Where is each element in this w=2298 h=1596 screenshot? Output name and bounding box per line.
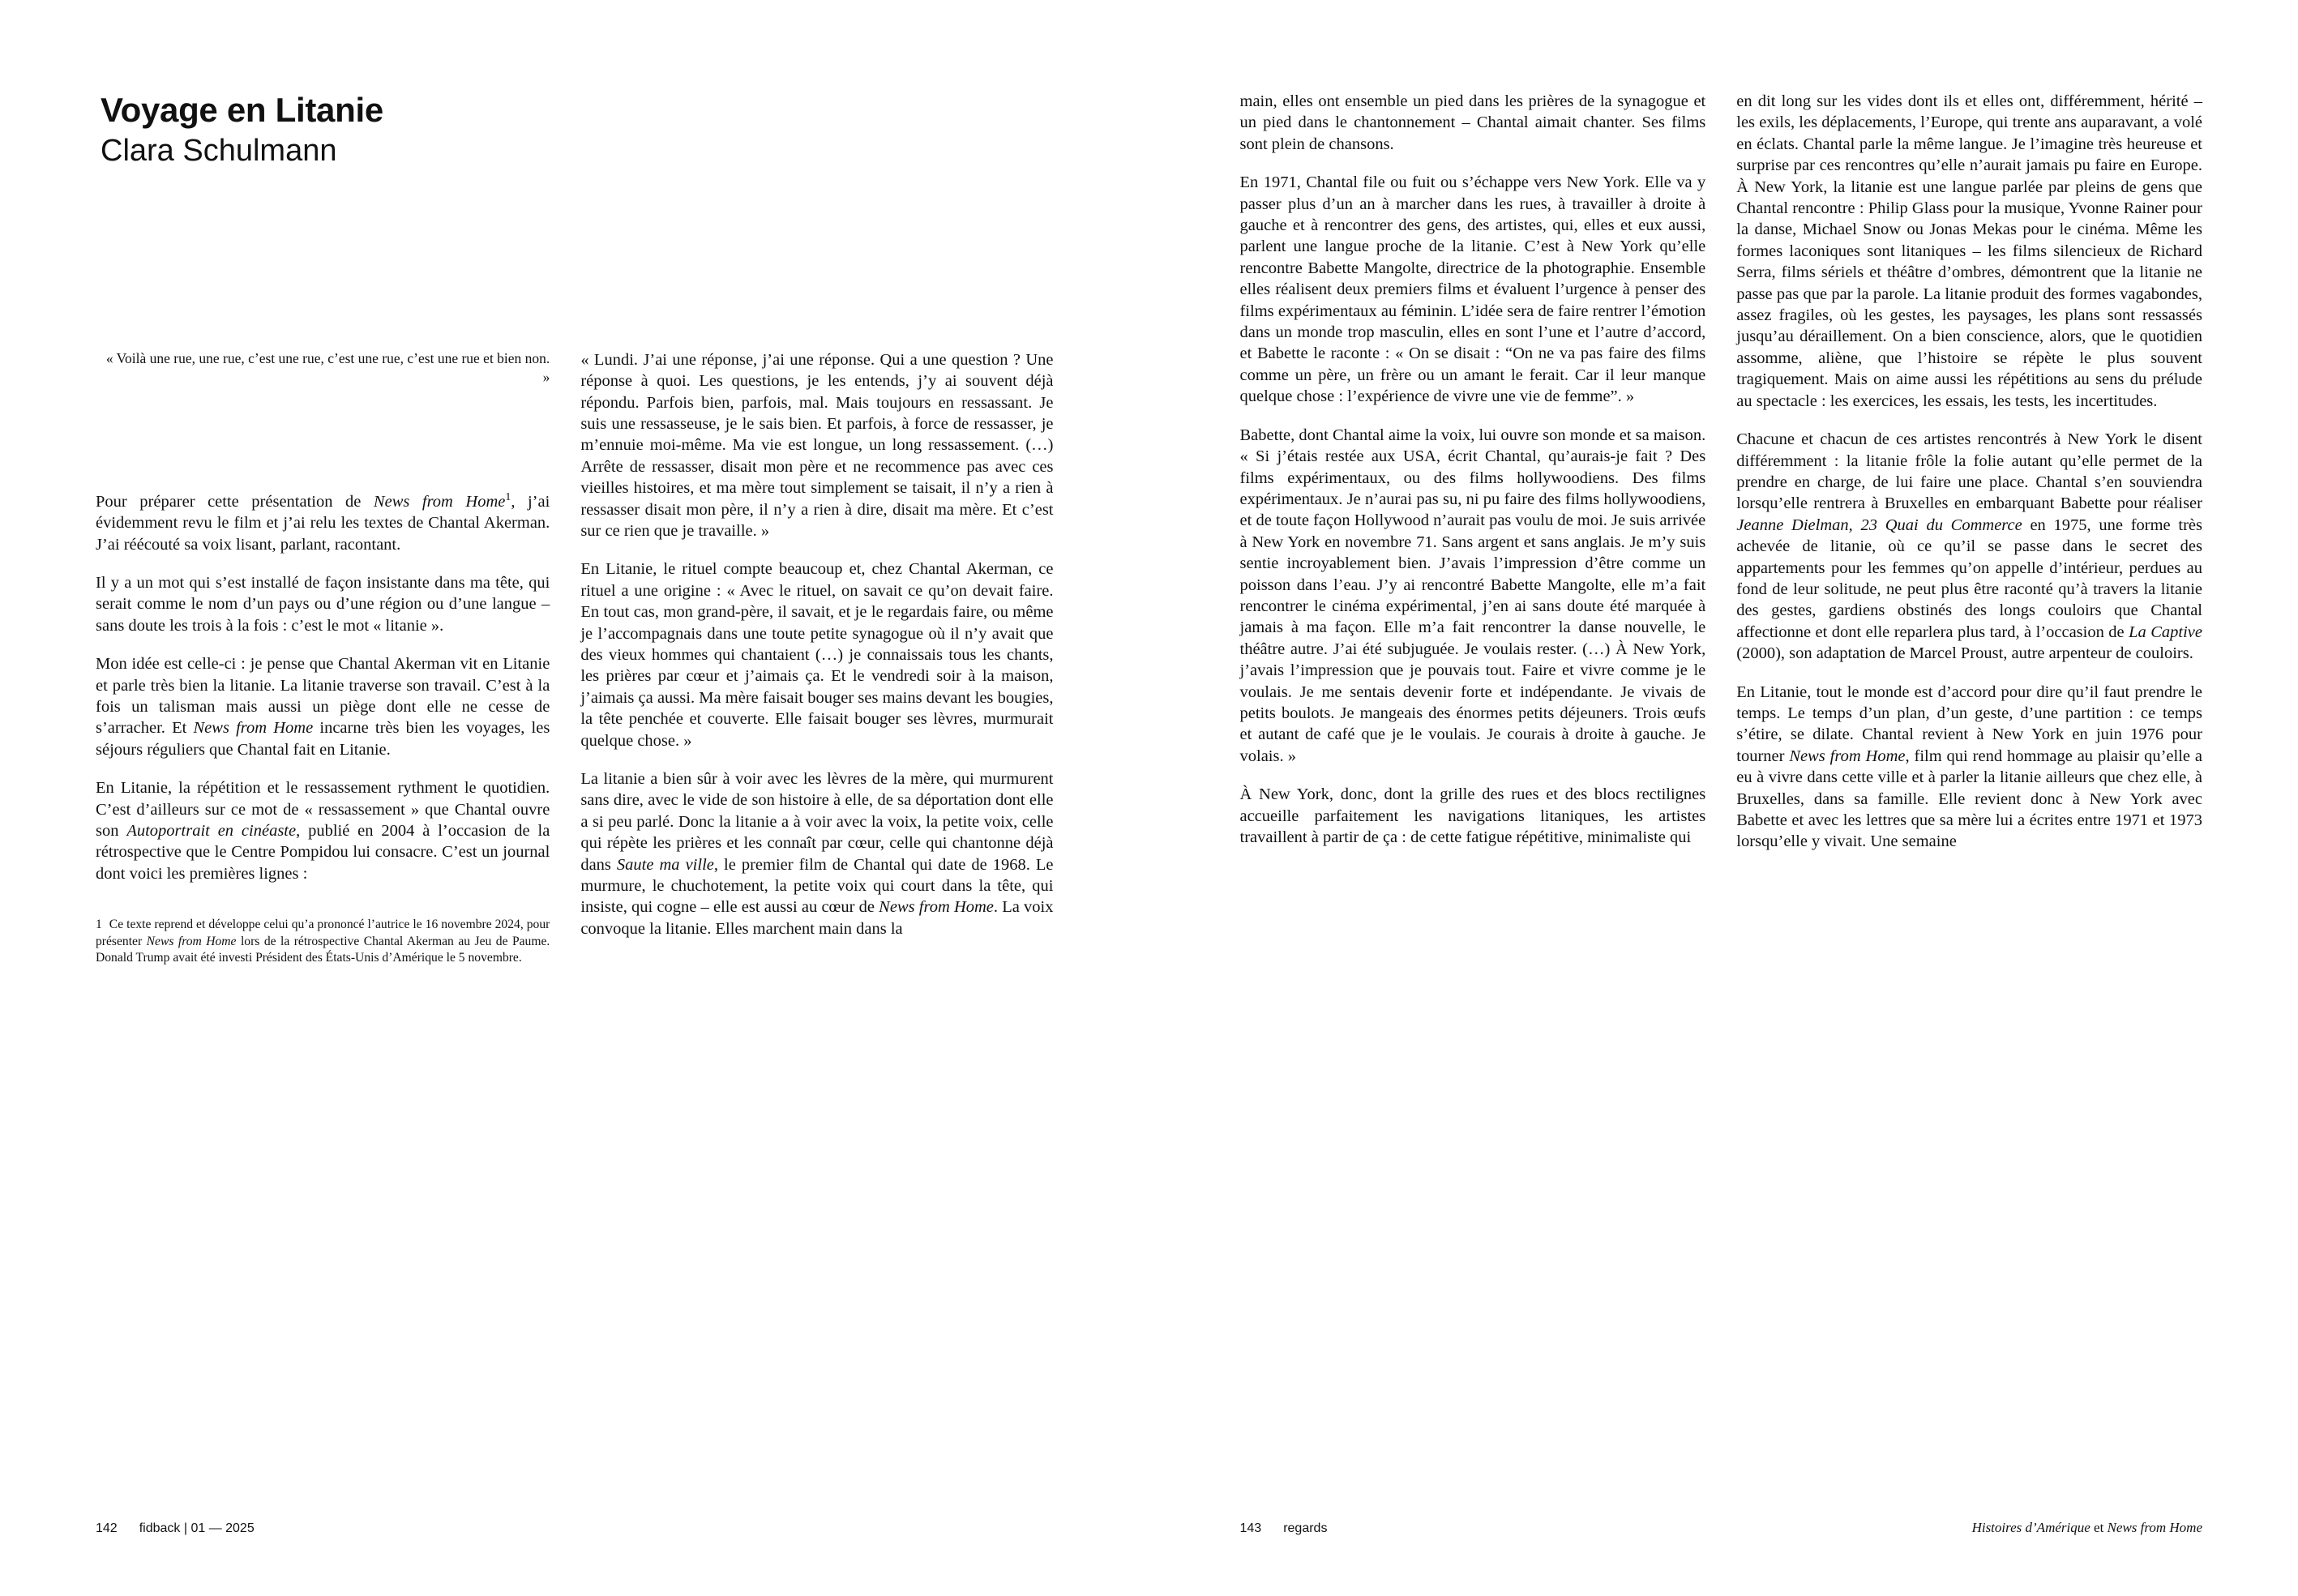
paragraph: « Lundi. J’ai une réponse, j’ai une réponse. Qui a une question ? Une réponse à quoi. Les questions, je les entends, j’y ai souvent déjà répondu. Parfois bien, parfois, mal. Mais toujours en ressassant. Je suis une ressasseuse, je le sais bien. Et parfois, à force de ressasser, je m’ennuie moi-même. Ma vie est longue, un long ressassement. (…) Arrête de ressasser, disait mon père et ne recommence pas avec ces vieilles histoires, et ma mère tout simplement se taisait, il n’y a rien à ressasser disait mon père, il n’y a rien à dire, disait ma mère. Et c’est sur ce rien que je travaille. » (580, 350, 1054, 540)
paragraph: La litanie a bien sûr à voir avec les lèvres de la mère, qui murmurent sans dire, avec le vide de son histoire à elle, de sa déportation dont elle a si peu parlé. Donc la litanie a à voir avec la voix, la petite voix, celle qui répète les prières et les connaît par cœur, celle qui chantonne déjà dans Saute ma ville, le premier film de Chantal qui date de 1968. Le murmure, le chuchotement, la petite voix qui court dans la tête, qui insiste, qui cogne – elle est aussi au cœur de News from Home. La voix convoque la litanie. Elles marchent main dans la (580, 770, 1054, 938)
footnote-text: Ce texte reprend et développe celui qu’a prononcé l’autrice le 16 novembre 2024, pour présenter News from Home lors de la rétrospective Chantal Akerman au Jeu de Paume. Donald Trump avait été investi Président des États-Unis d’Amérique le 5 novembre. (96, 918, 550, 965)
paragraph: Babette, dont Chantal aime la voix, lui ouvre son monde et sa maison. « Si j’étais restée aux USA, écrit Chantal, qu’aurais-je fait ? Des films expérimentaux, ou des films hollywoodiens. Des films expérimentaux. Je n’aurai pas su, ni pu faire des films hollywoodiens, et de toute façon Hollywood n’aurait pas voulu de moi. Je suis arrivée à New York en novembre 71. Sans argent et sans anglais. Je m’y suis sentie incroyablement bien. J’avais l’impression d’être comme un poisson dans l’eau. J’y ai rencontré Babette Mangolte, elle m’a fait rencontrer le cinéma expérimental, j’en ai sans doute été marquée à jamais à ma façon. Elle m’a fait rencontrer la danse nouvelle, le théâtre autre. J’ai été subjuguée. Je voulais rester. (…) À New York, j’avais l’impression que je pouvais tout. Faire et vivre comme je le voulais. Je me sentais devenir forte et indépendante. Je vivais de petits boulots. Je mangeais des énormes petits déjeuners. Trois œufs et autant de café que je le voulais. Je courais à droite à gauche. Je volais. » (1239, 426, 1706, 765)
right-columns (1240, 91, 2203, 853)
running-title: Histoires d’Amérique et News from Home (1971, 1520, 2202, 1535)
left-page-footer (0, 1521, 1149, 1536)
page-title: Voyage en Litanie (101, 91, 383, 129)
epigraph: « Voilà une rue, une rue, c’est une rue, c’est une rue, c’est une rue et bien non. » (105, 349, 550, 385)
left-columns (96, 349, 1054, 967)
paragraph: en dit long sur les vides dont ils et elles ont, différemment, hérité – les exils, les déplacements, l’Europe, qui trente ans auparavant, a volé en éclats. Chantal parle la même langue. Je l’imagine très heureuse et surprise par ces rencontres qu’elle n’aurait jamais pu faire en Europe. À New York, la litanie est une langue parlée par pleins de gens que Chantal rencontre : Philip Glass pour la musique, Yvonne Rainer pour la danse, Michael Snow ou Jonas Mekas pour le cinéma. Même les formes laconiques sont litaniques – les films silencieux de Richard Serra, films sériels et théâtre d’ombres, démontrent que la litanie ne passe pas que par la parole. La litanie produit des formes vagabondes, assez fragiles, où les gestes, les paysages, les plans sont ressassés jusqu’au déraillement. On a bien conscience, alors, que le quotidien assomme, aliène, que l’histoire se répète le plus souvent tragiquement. Mais on aime aussi les répétitions au sens du prélude au spectacle : les exercices, les essais, les tests, les incertitudes. (1736, 92, 2202, 410)
left-column-1-body (96, 491, 550, 967)
left-column-2 (580, 349, 1053, 967)
paragraph: Pour préparer cette présentation de News from Home$^1$, j’ai évidemment revu le film et j’ai relu les textes de Chantal Akerman. J’ai réécouté sa voix lisant, parlant, racontant. (96, 490, 550, 554)
paragraph: Il y a un mot qui s’est installé de façon insistante dans ma tête, qui serait comme le nom d’un pays ou d’une région ou d’une langue – sans doute les trois à la fois : c’est le mot « litanie ». (96, 573, 550, 635)
right-page (1149, 0, 2298, 1596)
article-author: Clara Schulmann (101, 134, 337, 169)
paragraph: En Litanie, le rituel compte beaucoup et, chez Chantal Akerman, ce rituel a une origine : « Avec le rituel, on savait ce qu’on devait faire. En tout cas, mon grand-père, il savait, et je le regardais faire, ou même je l’accompagnais dans une toute petite synagogue où il n’y avait que des vieux hommes qui chantaient (…) je connaissais tous les chants, les prières par cœur et j’aimais ça. Et le vendredi soir à la maison, j’aimais ça aussi. Ma mère faisait bouger ses mains devant les bougies, la tête penchée et couverte. Elle faisait bouger ses lèvres, murmurait quelque chose. » (580, 560, 1054, 750)
right-column-1 (1240, 91, 1706, 853)
left-column-1 (96, 349, 550, 967)
footer-section: regards (1283, 1521, 1328, 1535)
paragraph: Chacune et chacun de ces artistes rencontrés à New York le disent différemment : la litanie frôle la folie autant qu’elle permet de la prendre en charge, de lui faire une place. Chantal s’en souviendra lorsqu’elle rentrera à Bruxelles en embarquant Babette pour réaliser Jeanne Dielman, 23 Quai du Commerce en 1975, une forme très achevée de litanie, où ce qu’il se passe dans le secret des appartements pour les femmes qu’on appelle d’intérieur, perdues au fond de leur solitude, ne peut plus être raconté qu’à travers la litanie des gestes, gardiens obstinés des longs couloirs que Chantal affectionne et dont elle reparlera plus tard, à l’occasion de La Captive (2000), son adaptation de Marcel Proust, autre arpenteur de couloirs. (1736, 430, 2202, 663)
footnote-number: 1 (96, 918, 102, 932)
right-page-footer (1149, 1520, 2298, 1536)
paragraph: En Litanie, la répétition et le ressassement rythment le quotidien. C’est d’ailleurs sur ce mot de « ressassement » que Chantal ouvre son Autoportrait en cinéaste, publié en 2004 à l’occasion de la rétrospective que le Centre Pompidou lui consacre. C’est un journal dont voici les premières lignes : (96, 779, 550, 883)
footnote (96, 917, 550, 967)
title-block (101, 91, 1054, 169)
folio-number: 143 (1239, 1521, 1262, 1535)
paragraph: En 1971, Chantal file ou fuit ou s’échappe vers New York. Elle va y passer plus d’un an à marcher dans les rues, à travailler à droite à gauche et à rencontrer des gens, des artistes, qui, elles et eux aussi, parlent une langue proche de la litanie. C’est à New York qu’elle rencontre Babette Mangolte, directrice de la photographie. Ensemble elles réalisent deux premiers films et évaluent l’urgence à penser des films expérimentaux au féminin. L’idée sera de faire rentrer l’émotion dans un monde trop masculin, elles en sont l’une et l’autre d’accord, et Babette le raconte : « On se disait : “On ne va pas faire des films comme un père, un frère ou un amant le ferait. Car il leur manque quelque chose : l’expérience de vivre une vie de femme”. » (1239, 173, 1706, 406)
paragraph: À New York, donc, dont la grille des rues et des blocs rectilignes accueille parfaitement les navigations litaniques, les artistes travaillent à partir de ça : de cette fatigue répétitive, minimaliste qui (1239, 785, 1706, 846)
paragraph: Mon idée est celle-ci : je pense que Chantal Akerman vit en Litanie et parle très bien la litanie. La litanie traverse son travail. C’est à la fois un talisman mais aussi un piège dont elle ne cesse de s’arracher. Et News from Home incarne très bien les voyages, les séjours réguliers que Chantal fait en Litanie. (96, 655, 550, 759)
folio-number: 142 (96, 1521, 118, 1535)
paragraph: En Litanie, tout le monde est d’accord pour dire qu’il faut prendre le temps. Le temps d’un plan, d’un geste, d’une partition : ce temps s’étire, se dilate. Chantal revient à New York en juin 1976 pour tourner News from Home, film qui rend hommage au plaisir qu’elle a eu à vivre dans cette ville et à parler la litanie ailleurs que chez elle, à Bruxelles, dans sa famille. Elle revient donc à New York avec Babette et avec les lettres que sa mère lui a écrites entre 1971 et 1973 lorsqu’elle y vivait. Une semaine (1736, 682, 2202, 851)
right-column-2 (1736, 91, 2202, 853)
footer-section: fidback | 01 — 2025 (139, 1521, 255, 1535)
paragraph: main, elles ont ensemble un pied dans les prières de la synagogue et un pied dans le chantonnement – Chantal aimait chanter. Ses films sont plein de chansons. (1239, 92, 1706, 153)
